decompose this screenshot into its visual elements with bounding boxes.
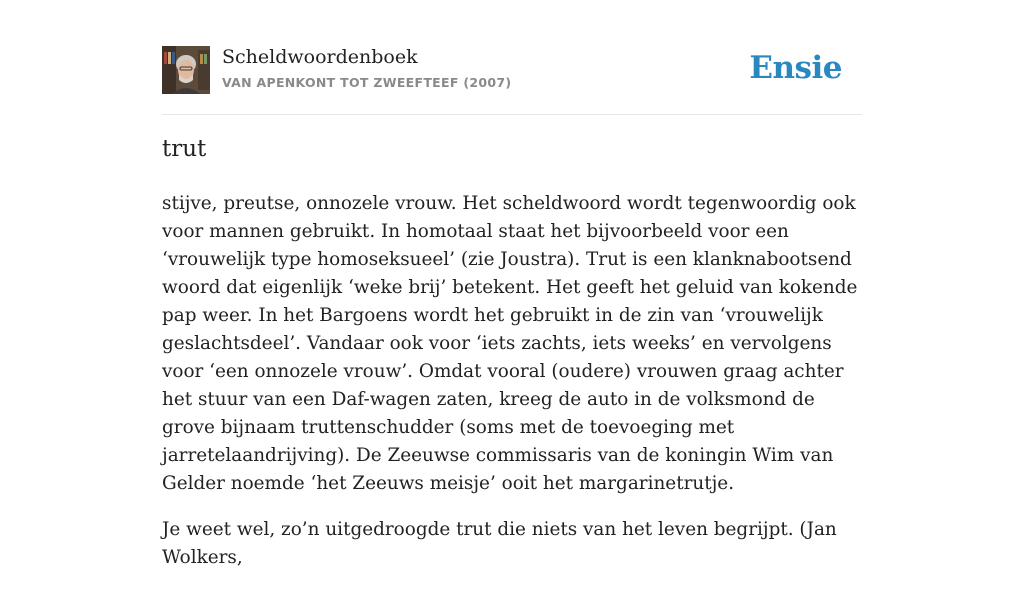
book-subtitle: VAN APENKONT TOT ZWEEFTEEF (2007) bbox=[222, 75, 512, 90]
header bbox=[162, 0, 862, 115]
page-container bbox=[162, 0, 862, 568]
brand-logo[interactable]: Ensie bbox=[749, 50, 842, 86]
entry-quote: Je weet wel, zo’n uitgedroogde trut die niets van het leven begrijpt. (Jan Wolkers, bbox=[162, 519, 837, 568]
author-avatar[interactable] bbox=[162, 46, 210, 94]
book-title[interactable]: Scheldwoordenboek bbox=[222, 46, 418, 68]
author-portrait-icon bbox=[162, 46, 210, 94]
entry-definition: stijve, preutse, onnozele vrouw. Het scheldwoord wordt tegenwoordig ook voor mannen gebruikt. In homotaal staat het bijvoorbeeld voor een ‘vrouwelijk type homoseksueel’ (zie Joustra). Trut is een klanknabootsend woord dat eigenlijk ‘weke brij’ betekent. Het geeft het geluid van kokende pap weer. In het Bargoens wordt het gebruikt in de zin van ‘vrouwelijk geslachtsdeel’. Vandaar ook voor ‘iets zachts, iets weeks’ en vervolgens voor ‘een onnozele vrouw’. Omdat vooral (oudere) vrouwen graag achter het stuur van een Daf-wagen zaten, kreeg de auto in de volksmond de grove bijnaam truttenschudder (soms met de toevoeging met jarretelaandrijving). De Zeeuwse commissaris van de koningin Wim van Gelder noemde ‘het Zeeuws meisje’ ooit het margarinetrutje. bbox=[162, 193, 858, 494]
entry-headword: trut bbox=[162, 136, 207, 162]
entry-body bbox=[162, 190, 866, 590]
